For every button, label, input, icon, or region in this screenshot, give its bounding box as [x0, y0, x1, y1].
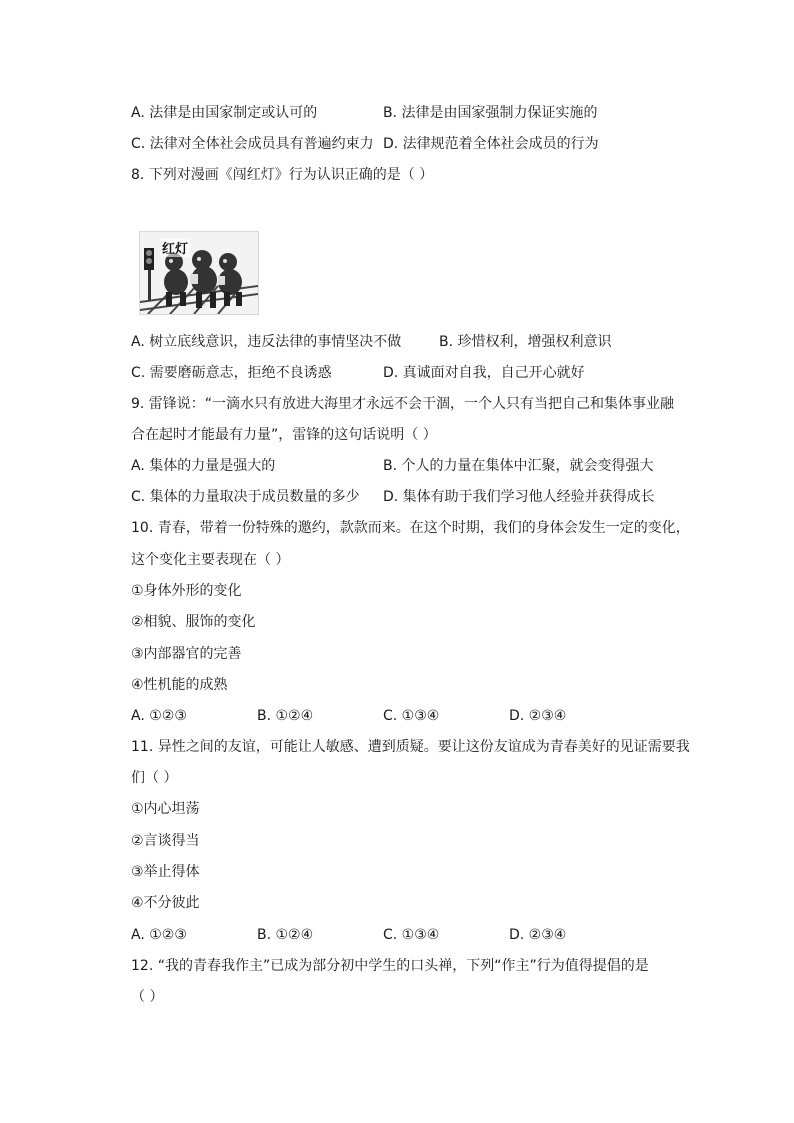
- q8-option-b: B. 珍惜权利，增强权利意识: [439, 334, 612, 350]
- q11-item-4: ④不分彼此: [131, 895, 200, 911]
- q11-option-a: A. ①②③: [131, 927, 187, 943]
- q10-option-b: B. ①②④: [257, 708, 314, 724]
- q11-item-1: ①内心坦荡: [131, 801, 200, 817]
- q11-stem-line1: 11. 异性之间的友谊，可能让人敏感、遭到质疑。要让这份友谊成为青春美好的见证需要我: [131, 739, 690, 755]
- q9-stem-line2: 合在起时才能最有力量”，雷锋的这句话说明（ ）: [131, 427, 437, 443]
- q9-stem-line1: 9. 雷锋说：“一滴水只有放进大海里才永远不会干涸，一个人只有当把自己和集体事业融: [131, 396, 675, 412]
- q12-stem-line1: 12. “我的青春我作主”已成为部分初中学生的口头禅，下列“作主”行为值得提倡的是: [131, 958, 649, 974]
- q10-item-1: ①身体外形的变化: [131, 583, 242, 599]
- q11-option-b: B. ①②④: [257, 927, 314, 943]
- q10-item-2: ②相貌、服饰的变化: [131, 614, 256, 630]
- q12-stem-line2: （ ）: [131, 989, 164, 1005]
- q11-item-2: ②言谈得当: [131, 833, 200, 849]
- cartoon-drawing: [140, 232, 258, 314]
- q9-option-a: A. 集体的力量是强大的: [131, 458, 276, 474]
- q9-option-d: D. 集体有助于我们学习他人经验并获得成长: [383, 489, 655, 505]
- q10-stem-line1: 10. 青春，带着一份特殊的邀约，款款而来。在这个时期，我们的身体会发生一定的变化，: [131, 520, 690, 536]
- q8-stem: 8. 下列对漫画《闯红灯》行为认识正确的是（ ）: [131, 167, 434, 183]
- q10-option-d: D. ②③④: [509, 708, 567, 724]
- q7-option-c: C. 法律对全体社会成员具有普遍约束力: [131, 136, 374, 152]
- q7-option-b: B. 法律是由国家强制力保证实施的: [383, 105, 598, 121]
- q8-option-a: A. 树立底线意识，违反法律的事情坚决不做: [131, 334, 402, 350]
- q8-option-d: D. 真诚面对自我，自己开心就好: [383, 365, 585, 381]
- red-light-label: 红灯: [160, 238, 190, 257]
- q10-stem-line2: 这个变化主要表现在（ ）: [131, 552, 290, 568]
- q10-option-a: A. ①②③: [131, 708, 187, 724]
- q10-item-4: ④性机能的成熟: [131, 677, 228, 693]
- q11-stem-line2: 们（ ）: [131, 770, 178, 786]
- q11-option-c: C. ①③④: [383, 927, 440, 943]
- q10-option-c: C. ①③④: [383, 708, 440, 724]
- q9-option-b: B. 个人的力量在集体中汇聚，就会变得强大: [383, 458, 654, 474]
- q9-option-c: C. 集体的力量取决于成员数量的多少: [131, 489, 360, 505]
- q11-option-d: D. ②③④: [509, 927, 567, 943]
- q8-option-c: C. 需要磨砺意志，拒绝不良诱惑: [131, 365, 332, 381]
- q7-option-a: A. 法律是由国家制定或认可的: [131, 105, 318, 121]
- q10-item-3: ③内部器官的完善: [131, 646, 242, 662]
- red-light-cartoon-image: [139, 231, 259, 315]
- q11-item-3: ③举止得体: [131, 864, 200, 880]
- q7-option-d: D. 法律规范着全体社会成员的行为: [383, 136, 599, 152]
